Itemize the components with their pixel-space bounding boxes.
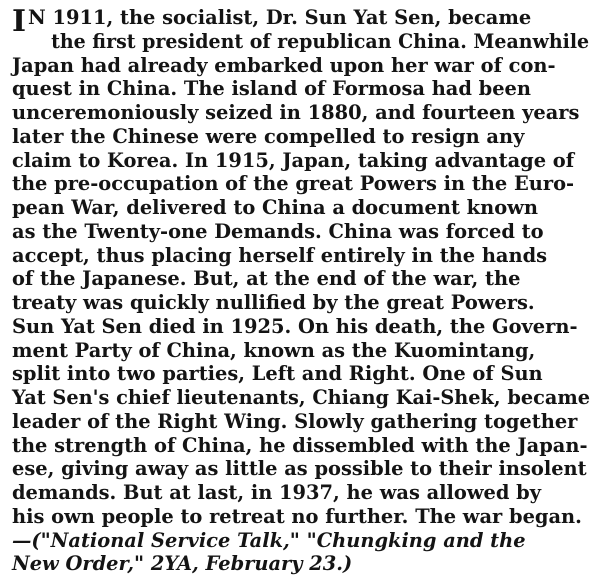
text-line-22: his own people to retreat no further. The war began. (12, 504, 582, 528)
text-line-13: treaty was quickly nullified by the great Powers. (12, 291, 535, 314)
text-line-17: Yat Sen's chief lieutenants, Chiang Kai-Shek, became (12, 386, 591, 409)
text-line-12: of the Japanese. But, at the end of the war, the (12, 267, 521, 291)
text-line-7: claim to Korea. In 1915, Japan, taking advantage of (12, 148, 575, 172)
text-line-1 (12, 4, 592, 39)
text-line-21: demands. But at last, in 1937, he was allowed by (12, 481, 542, 504)
text-line-15: ment Party of China, known as the Kuomintang, (12, 338, 536, 362)
drop-cap: I (12, 4, 27, 39)
text-line-4: quest in China. The island of Formosa had been (12, 77, 531, 101)
text-line-3: Japan had already embarked upon her war of con- (12, 53, 556, 77)
text-line-5: unceremoniously seized in 1880, and fourteen years (12, 101, 580, 124)
text-line-2: the first president of republican China. Meanwhile (51, 29, 590, 53)
text-line-19: the strength of China, he dissembled with the Japan- (12, 433, 588, 457)
text-line-9: pean War, delivered to China a document known (12, 196, 538, 219)
text-line-10: as the Twenty-one Demands. China was forced to (12, 219, 544, 243)
text-line-18: leader of the Right Wing. Slowly gathering together (12, 409, 578, 433)
citation-line-1: —("National Service Talk," "Chungking and the (12, 528, 526, 552)
citation-line-2: New Order," 2YA, February 23.) (12, 552, 353, 576)
text-line-6: later the Chinese were compelled to resign any (12, 124, 525, 148)
text-line-8: the pre-occupation of the great Powers in the Euro- (12, 172, 575, 196)
text-line-20: ese, giving away as little as possible to their insolent (12, 457, 587, 481)
text-line-14: Sun Yat Sen died in 1925. On his death, the Govern- (12, 314, 578, 338)
article-text (12, 6, 592, 576)
text-line-16: split into two parties, Left and Right. One of Sun (12, 362, 543, 386)
text-line-11: accept, thus placing herself entirely in the hands (12, 243, 548, 267)
line-1-text: N 1911, the socialist, Dr. Sun Yat Sen, became (28, 6, 532, 29)
